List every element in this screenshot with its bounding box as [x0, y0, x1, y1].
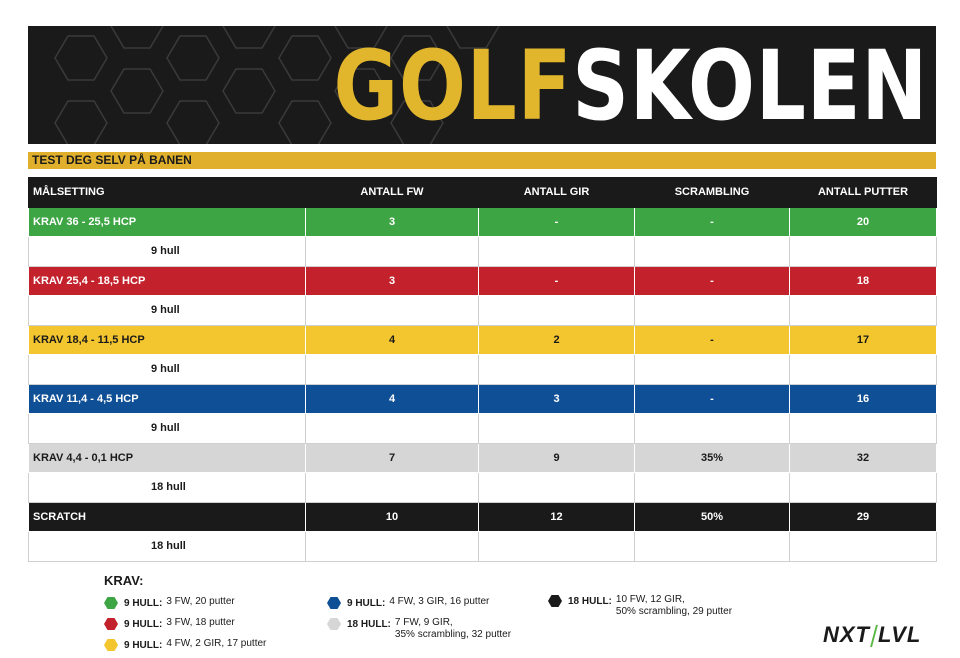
- legend-desc: 4 FW, 3 GIR, 16 putter: [389, 596, 490, 607]
- legend-key: 18 HULL:: [347, 618, 391, 630]
- table-subrow: [29, 237, 937, 267]
- legend-title: KRAV:: [104, 573, 144, 588]
- cell-putter: 20: [790, 207, 937, 237]
- cell-fw: 7: [306, 443, 479, 473]
- cell-gir: 2: [479, 325, 635, 355]
- legend-item: [327, 617, 511, 641]
- cell-putter: 32: [790, 443, 937, 473]
- cell-putter: 17: [790, 325, 937, 355]
- header-scrambling: SCRAMBLING: [635, 178, 790, 208]
- cell-gir: 9: [479, 443, 635, 473]
- legend-item: [104, 638, 266, 652]
- table-subrow: [29, 532, 937, 562]
- row-label: KRAV 36 - 25,5 HCP: [29, 207, 306, 237]
- row-label: KRAV 18,4 - 11,5 HCP: [29, 325, 306, 355]
- cell-scrambling: -: [635, 325, 790, 355]
- table-subrow: [29, 296, 937, 326]
- row-holes: 18 hull: [29, 473, 306, 503]
- cell-putter: 16: [790, 384, 937, 414]
- row-holes: 9 hull: [29, 296, 306, 326]
- header-antall-putter: ANTALL PUTTER: [790, 178, 937, 208]
- cell-gir: -: [479, 266, 635, 296]
- header-antall-gir: ANTALL GIR: [479, 178, 635, 208]
- legend-item: [104, 596, 235, 610]
- golfskolen-logo: [333, 30, 928, 142]
- row-label: KRAV 25,4 - 18,5 HCP: [29, 266, 306, 296]
- row-holes: 9 hull: [29, 237, 306, 267]
- cell-fw: 4: [306, 325, 479, 355]
- cell-gir: 12: [479, 502, 635, 532]
- logo-skolen: SKOLEN: [572, 30, 928, 142]
- legend-item: [104, 617, 235, 631]
- brand-divider: [870, 625, 878, 647]
- legend-key: 9 HULL:: [124, 618, 163, 630]
- legend-desc: 3 FW, 18 putter: [166, 617, 235, 628]
- hexagon-icon: [327, 596, 341, 610]
- hexagon-icon: [327, 617, 341, 631]
- hexagon-icon: [104, 638, 118, 652]
- brand-part2: LVL: [878, 622, 922, 647]
- cell-putter: 29: [790, 502, 937, 532]
- row-holes: 18 hull: [29, 532, 306, 562]
- legend-item: [548, 594, 732, 618]
- cell-scrambling: -: [635, 207, 790, 237]
- legend-key: 9 HULL:: [124, 597, 163, 609]
- brand-part1: NXT: [823, 622, 870, 647]
- table-subrow: [29, 414, 937, 444]
- row-label: KRAV 4,4 - 0,1 HCP: [29, 443, 306, 473]
- table-row: [29, 443, 937, 473]
- table-row: [29, 266, 937, 296]
- cell-gir: -: [479, 207, 635, 237]
- header-antall-fw: ANTALL FW: [306, 178, 479, 208]
- legend-key: 9 HULL:: [347, 597, 386, 609]
- header-banner: [28, 26, 936, 144]
- legend-desc: 4 FW, 2 GIR, 17 putter: [166, 638, 267, 649]
- header-malsetting: MÅLSETTING: [29, 178, 306, 208]
- cell-fw: 3: [306, 207, 479, 237]
- cell-fw: 4: [306, 384, 479, 414]
- table-row: [29, 207, 937, 237]
- cell-fw: 10: [306, 502, 479, 532]
- logo-golf: GOLF: [333, 30, 573, 142]
- legend-desc: 10 FW, 12 GIR, 50% scrambling, 29 putter: [615, 594, 733, 617]
- cell-scrambling: -: [635, 384, 790, 414]
- hexagon-icon: [104, 596, 118, 610]
- page-subtitle: TEST DEG SELV PÅ BANEN: [28, 152, 936, 169]
- row-label: SCRATCH: [29, 502, 306, 532]
- legend-key: 9 HULL:: [124, 639, 163, 651]
- legend-desc: 3 FW, 20 putter: [166, 596, 235, 607]
- cell-scrambling: 35%: [635, 443, 790, 473]
- cell-fw: 3: [306, 266, 479, 296]
- legend-item: [327, 596, 489, 610]
- row-label: KRAV 11,4 - 4,5 HCP: [29, 384, 306, 414]
- cell-gir: 3: [479, 384, 635, 414]
- row-holes: 9 hull: [29, 414, 306, 444]
- table-subrow: [29, 355, 937, 385]
- table-row: [29, 325, 937, 355]
- cell-scrambling: -: [635, 266, 790, 296]
- cell-putter: 18: [790, 266, 937, 296]
- legend-key: 18 HULL:: [568, 595, 612, 607]
- table-header-row: [29, 178, 937, 208]
- hexagon-icon: [548, 594, 562, 608]
- legend-desc: 7 FW, 9 GIR, 35% scrambling, 32 putter: [394, 617, 512, 640]
- table-subrow: [29, 473, 937, 503]
- table-row: [29, 502, 937, 532]
- row-holes: 9 hull: [29, 355, 306, 385]
- hexagon-icon: [104, 617, 118, 631]
- cell-scrambling: 50%: [635, 502, 790, 532]
- table-row: [29, 384, 937, 414]
- requirements-table: [28, 177, 937, 562]
- nxtlvl-logo: [823, 622, 921, 648]
